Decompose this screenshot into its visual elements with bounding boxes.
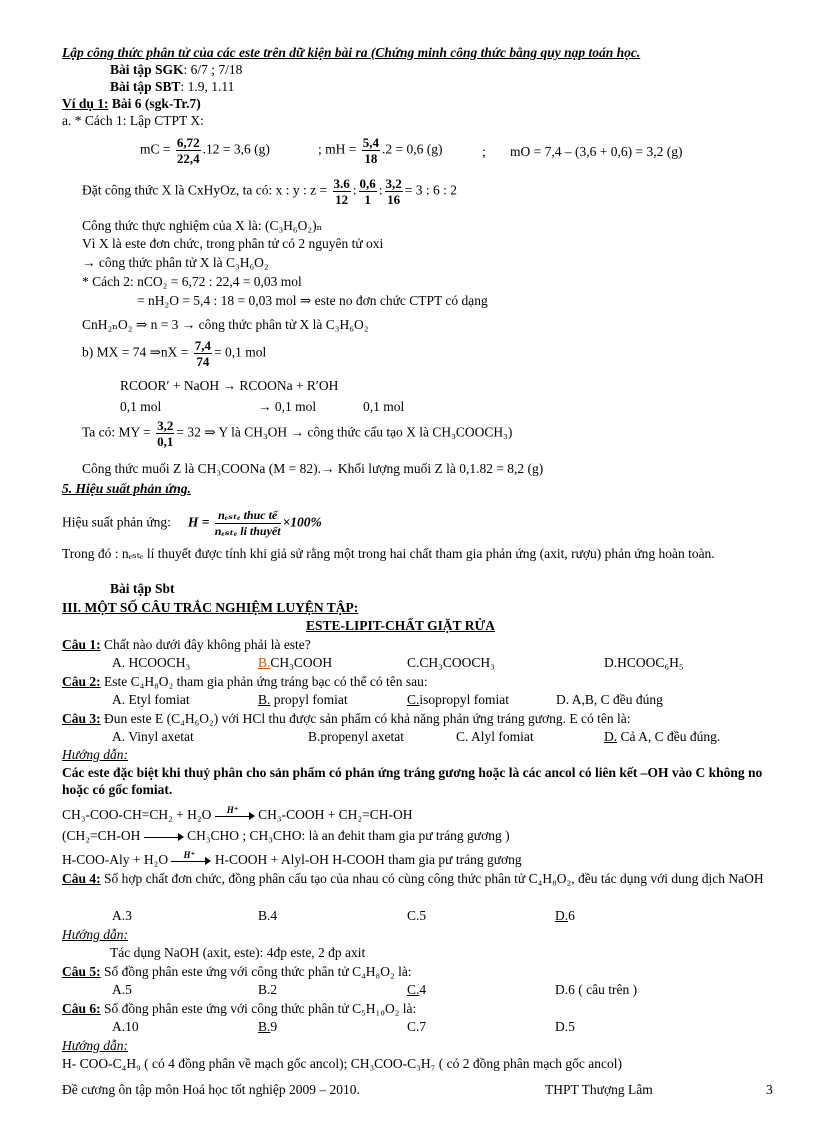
- q4-option-c: C.5: [407, 908, 427, 923]
- mo-calc: mO = 7,4 – (3,6 + 0,6) = 3,2 (g): [510, 144, 683, 159]
- mh-separator: ;: [482, 144, 486, 159]
- q2-option-d: D. A,B, C đều đúng: [556, 692, 663, 707]
- q5-option-d: D.6 ( câu trên ): [555, 982, 638, 997]
- guide-1-reaction-3: H-COO-Aly + H₂O H⁺ H-COOH + Alyl-OH H-COOH tham gia pư tráng gương: [62, 849, 522, 867]
- ratio-line: Đặt công thức X là CxHyOz, ta có: x : y : z = $\frac{3.6}{12}$ : $\frac{0,6}{1}$ : $\frac{3,2}{16}$ = 3 : 6 : 2: [82, 176, 458, 207]
- molar-mass-line: b) MX = 74 ⇒nX = $\frac{7,4}{74}$ = 0,1 mol: [82, 338, 267, 369]
- q5-option-b: B.2: [258, 982, 278, 997]
- yield-note: Trong đó : nₑₛₜₑ lí thuyết được tính khi giả sử rằng một trong hai chất tham gia phản ứng (axit, rượu) phản ứng hoàn toàn.: [62, 546, 715, 561]
- q4-option-b: B.4: [258, 908, 278, 923]
- section-title: III. MỘT SỐ CÂU TRẮC NGHIỆM LUYỆN TẬP:: [62, 600, 359, 615]
- q1-option-c: C.CH₃COOCH₃: [407, 655, 495, 670]
- ratio-o-fraction: $\frac{3,2}{16}$: [385, 176, 402, 207]
- yield-fraction: $\frac{\text{nₑₛₜₑ thuc tế}}{\text{nₑₛₜₑ li thuyết}}$: [214, 508, 281, 538]
- page-number: 3: [766, 1082, 773, 1097]
- footer-school: THPT Thượng Lâm: [545, 1082, 653, 1097]
- my-fraction: $\frac{3,2}{0,1}$: [157, 418, 174, 449]
- reaction-line: RCOOR′ + NaOH → RCOONa + R′OH: [120, 378, 339, 393]
- question-6: Câu 6: Số đồng phân este ứng với công thức phân tử C₅H₁₀O₂ là:: [62, 1001, 417, 1016]
- example-title: Ví dụ 1: Bài 6 (sgk-Tr.7): [62, 96, 201, 111]
- q5-option-c: C.4: [407, 982, 427, 997]
- cach2-line: * Cách 2: nCO₂ = 6,72 : 22,4 = 0,03 mol: [82, 274, 302, 289]
- guide-2-text: Tác dụng NaOH (axit, este): 4đp este, 2 đp axit: [110, 945, 366, 960]
- question-4: Câu 4: Số hợp chất đơn chức, đồng phân cấu tạo của nhau có cùng công thức phân tử C₄H₈O₂, đều tác dụng với dung dịch NaOH: [62, 871, 764, 886]
- footer-title: Đề cương ôn tập môn Hoá học tốt nghiệp 2009 – 2010.: [62, 1082, 360, 1097]
- reaction-arrow-icon: H⁺: [171, 856, 211, 866]
- section-subtitle: ESTE-LIPIT-CHẤT GIẶT RỬA: [306, 618, 496, 633]
- reaction-arrow-icon: H⁺: [215, 811, 255, 821]
- question-1: Câu 1: Chất nào dưới đây không phải là este?: [62, 637, 311, 652]
- cach1-line: a. * Cách 1: Lập CTPT X:: [62, 113, 204, 128]
- q6-option-a: A.10: [112, 1019, 139, 1034]
- yield-title: 5. Hiệu suất phản ứng.: [62, 481, 191, 496]
- nh2o-line: = nH₂O = 5,4 : 18 = 0,03 mol ⇒ este no đơn chức CTPT có dạng: [137, 293, 488, 308]
- q5-option-a: A.5: [112, 982, 132, 997]
- q2-option-c: C.isopropyl fomiat: [407, 692, 510, 707]
- ratio-h-fraction: $\frac{0,6}{1}$: [359, 176, 376, 207]
- mh-fraction: $\frac{5,4}{18}$: [362, 135, 379, 166]
- q1-option-b: B.CH₃COOH: [258, 655, 333, 670]
- q4-option-a: A.3: [112, 908, 132, 923]
- question-5: Câu 5: Số đồng phân este ứng với công thức phân tử C₄H₈O₂ là:: [62, 964, 412, 979]
- guide-1-reaction-1: CH₃-COO-CH=CH₂ + H₂O H⁺ CH₃-COOH + CH₂=CH-OH: [62, 804, 413, 822]
- reaction-mol-a: 0,1 mol: [120, 399, 162, 414]
- guide-3-text: H- COO-C₄H₉ ( có 4 đồng phân về mạch gốc ancol); CH₃COO-C₃H₇ ( có 2 đồng phân mạch gốc ancol): [62, 1056, 623, 1071]
- intro-heading: Lập công thức phân tử của các este trên dữ kiện bài ra (Chứng minh công thức bằng quy nạp toán học.: [62, 45, 641, 60]
- guide-label-3: Hướng dẫn:: [62, 1038, 128, 1053]
- yield-formula-line: Hiệu suất phản ứng: H = $\frac{\text{nₑₛₜₑ thuc tế}}{\text{nₑₛₜₑ li thuyết}}$ ×100%: [62, 508, 322, 538]
- q4-option-d: D.6: [555, 908, 575, 923]
- q3-option-b: B.propenyl axetat: [308, 729, 404, 744]
- guide-label-1: Hướng dẫn:: [62, 747, 128, 762]
- q1-option-d: D.HCOOC₆H₅: [604, 655, 684, 670]
- guide-label-2: Hướng dẫn:: [62, 927, 128, 942]
- q2-option-a: A. Etyl fomiat: [112, 692, 190, 707]
- question-3: Câu 3: Đun este E (C₄H₆O₂) với HCl thu được sản phẩm có khả năng phản ứng tráng gương. E có tên là:: [62, 711, 631, 726]
- mh-calc: ; mH = $\frac{5,4}{18}$ .2 = 0,6 (g): [318, 135, 443, 166]
- q3-option-d: D. Cả A, C đều đúng.: [604, 729, 721, 744]
- sbt-exercise: Bài tập Sbt: [110, 581, 175, 596]
- q6-option-d: D.5: [555, 1019, 575, 1034]
- sbt-line: Bài tập SBT: 1.9, 1.11: [110, 79, 235, 94]
- cnh2n-line: CnH₂ₙO₂ ⇒ n = 3 → công thức phân tử X là C₃H₆O₂: [82, 317, 369, 332]
- salt-line: Công thức muối Z là CH₃COONa (M = 82).→ Khối lượng muối Z là 0,1.82 = 8,2 (g): [82, 461, 544, 476]
- question-2: Câu 2: Este C₄H₈O₂ tham gia phản ứng tráng bạc có thể có tên sau:: [62, 674, 428, 689]
- q6-option-b: B.9: [258, 1019, 278, 1034]
- q2-option-b: B. propyl fomiat: [258, 692, 348, 707]
- empirical-formula-line: Công thức thực nghiệm của X là: (C₃H₆O₂)ₙ: [82, 218, 323, 233]
- ester-note-line: Vì X là este đơn chức, trong phân tử có 2 nguyên tử oxi: [82, 236, 384, 251]
- q3-option-a: A. Vinyl axetat: [112, 729, 194, 744]
- q1-option-a: A. HCOOCH₃: [112, 655, 191, 670]
- my-line: Ta có: MY = $\frac{3,2}{0,1}$ = 32 ⇒ Y là CH₃OH → công thức cấu tạo X là CH₃COOCH₃): [82, 418, 513, 449]
- reaction-mol-c: 0,1 mol: [363, 399, 405, 414]
- ratio-c-fraction: $\frac{3.6}{12}$: [333, 176, 350, 207]
- q6-option-c: C.7: [407, 1019, 427, 1034]
- mc-fraction: $\frac{6,72}{22,4}$: [176, 135, 200, 166]
- nx-fraction: $\frac{7,4}{74}$: [194, 338, 212, 369]
- guide-1-bold: Các este đặc biệt khi thuỷ phân cho sản phẩm có phản ứng tráng gương hoặc là các ancol có liên kết –OH vào C không no hoặc có gốc fomiat.: [62, 765, 763, 797]
- mass-calc-line: mC = $\frac{6,72}{22,4}$ .12 = 3,6 (g): [140, 135, 270, 166]
- molecular-formula-line: → công thức phân tử X là C₃H₆O₂: [82, 255, 269, 270]
- reaction-mol-b: → 0,1 mol: [258, 399, 317, 414]
- sgk-line: Bài tập SGK: 6/7 ; 7/18: [110, 62, 243, 77]
- q3-option-c: C. Alyl fomiat: [456, 729, 534, 744]
- reaction-arrow-icon: [144, 832, 184, 842]
- guide-1-reaction-2: (CH₂=CH-OH CH₃CHO ; CH₃CHO: là an đehit tham gia pư tráng gương ): [62, 828, 510, 843]
